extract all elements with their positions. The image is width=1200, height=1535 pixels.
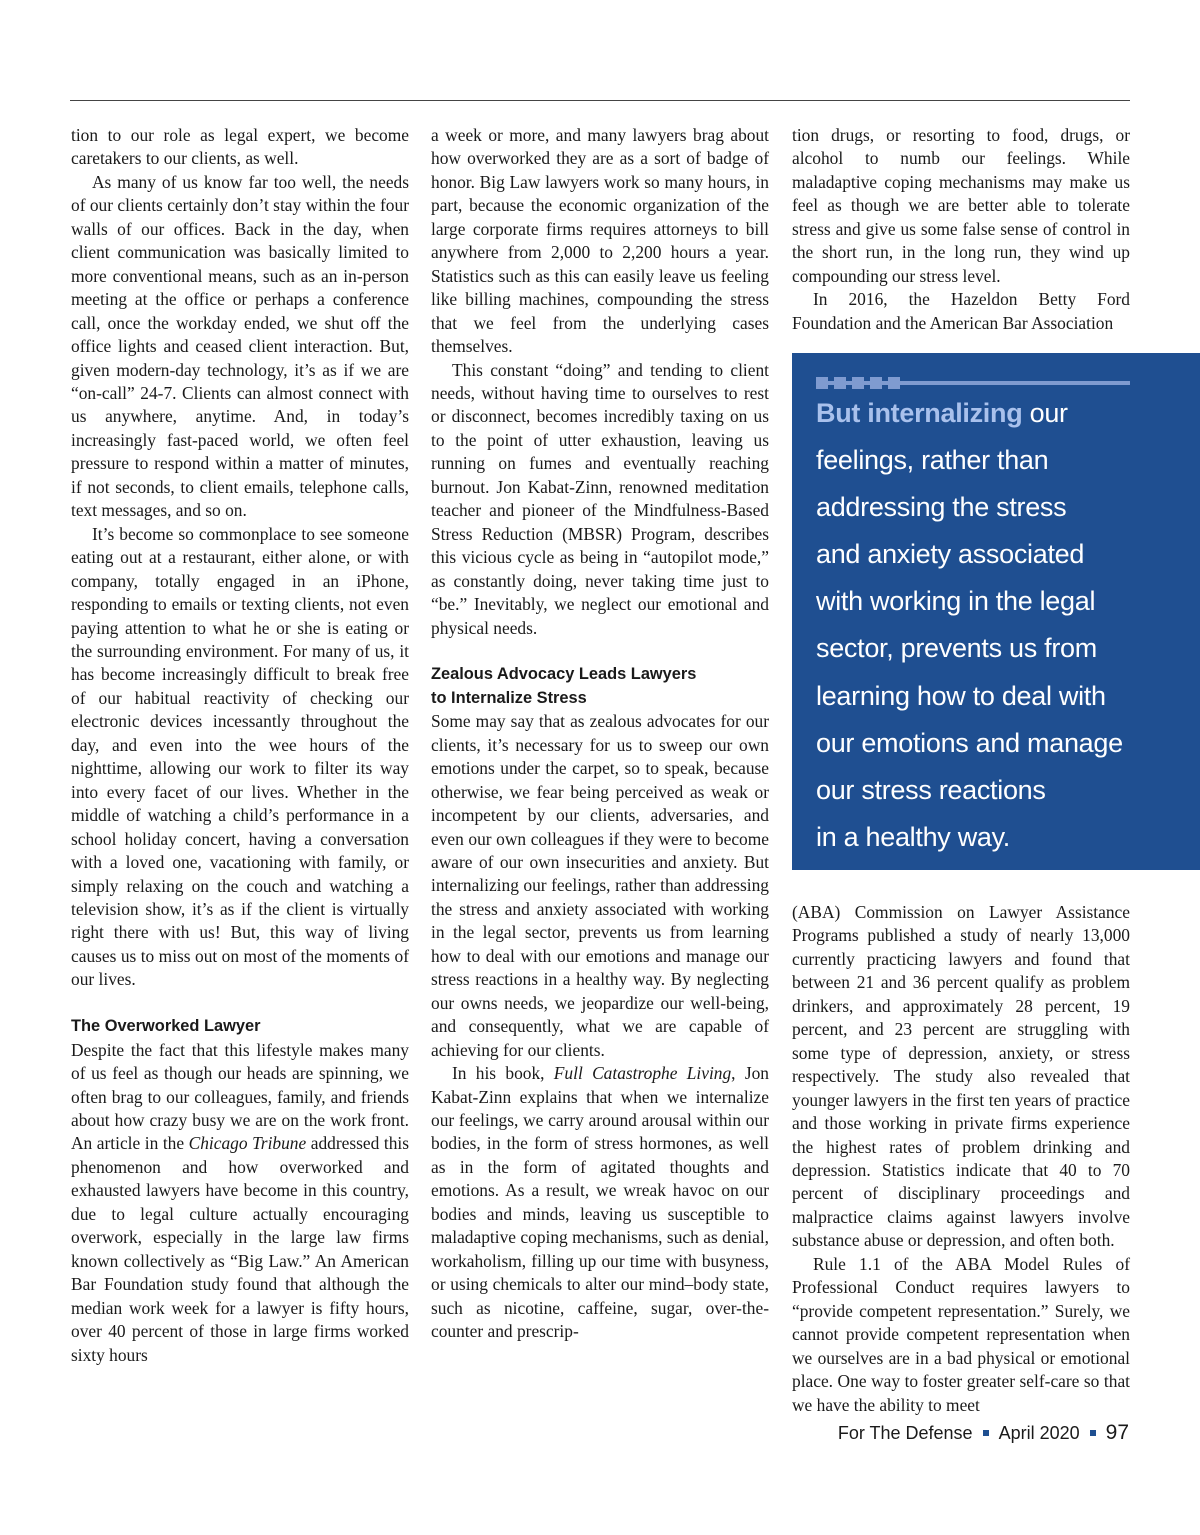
column-2 <box>431 124 769 1344</box>
paragraph: a week or more, and many lawyers brag about how overworked they are as a sort of badge of honor. Big Law lawyers work so many hours, in part, because the economic organization of the large corporate firms requires attorneys to bill anywhere from 2,000 to 2,200 hours a year. Statistics such as this can easily leave us feeling like billing machines, compounding the stress that we feel from the underlying cases themselves. <box>431 125 769 357</box>
paragraph: In his book, Full Catastrophe Living, Jon Kabat-Zinn explains that when we internalize our feelings, we carry around arousal within our bodies, in the form of stress hormones, as well as in the form of agitated thoughts and emotions. As a result, we wreak havoc on our bodies and minds, leaving us susceptible to maladaptive coping mechanisms, such as denial, workaholism, filling up our time with busyness, or using chemicals to alter our mind–body state, such as nicotine, caffeine, sugar, over-the-counter and prescrip- <box>431 1063 769 1342</box>
paragraph: (ABA) Commission on Lawyer Assistance Programs published a study of nearly 13,000 currently practicing lawyers and found that between 21 and 36 percent qualify as problem drinkers, and approximately 28 percent, 19 percent, and 23 percent are struggling with some type of depression, anxiety, or stress respectively. The study also revealed that younger lawyers in the first ten years of practice and those working in private firms experience the highest rates of problem drinking and depression. Statistics indicate that 40 to 70 percent of disciplinary proceedings and malpractice claims against lawyers involve substance abuse or depression, and often both. <box>792 902 1130 1251</box>
pull-quote-dots <box>816 377 900 389</box>
page-number: 97 <box>1105 1421 1129 1444</box>
paragraph: This constant “doing” and tending to client needs, without having time to ourselves to rest or disconnect, becomes incredibly taxing on us to the point of utter exhaustion, leaving us running on fumes and eventually reaching burnout. Jon Kabat-Zinn, renowned meditation teacher and pioneer of the Mindfulness-Based Stress Reduction (MBSR) Program, describes this vicious cycle as being in “autopilot mode,” as constantly doing, never taking time just to “be.” Inevitably, we neglect our emotional and physical needs. <box>431 359 769 638</box>
paragraph: As many of us know far too well, the needs of our clients certainly don’t stay within the four walls of our offices. Back in the day, when client communication was basically limited to more conventional means, such as an in-person meeting at the office or perhaps a conference call, once the workday ended, we shut off the office lights and ceased client interaction. But, given modern-day technology, it’s as if we are “on-call” 24-7. Clients can almost connect with us anywhere, anytime. And, in today’s increasingly fast-paced world, we often feel pressure to respond within a matter of minutes, if not seconds, to client emails, telephone calls, text messages, and so on. <box>71 171 409 521</box>
paragraph: Rule 1.1 of the ABA Model Rules of Professional Conduct requires lawyers to “provide competent representation.” Surely, we cannot provide competent representation when we ourselves are in a bad physical or emotional place. One way to foster greater self-care so that we have the ability to meet <box>792 1253 1130 1415</box>
header-rule <box>70 100 1130 101</box>
italic-title: Chicago Tribune <box>188 1133 307 1154</box>
column-1 <box>71 124 409 1367</box>
paragraph: tion to our role as legal expert, we become caretakers to our clients, as well. <box>71 125 409 169</box>
publication-name: For The Defense <box>837 1422 973 1443</box>
page-footer <box>838 1421 1129 1445</box>
pull-quote <box>792 353 1200 870</box>
separator-square-icon <box>983 1430 989 1436</box>
paragraph: In 2016, the Hazeldon Betty Ford Foundation and the American Bar Association <box>792 289 1130 333</box>
section-heading-overworked-lawyer: The Overworked Lawyer <box>71 1017 261 1036</box>
italic-title: Full Catastrophe Living <box>553 1063 732 1084</box>
paragraph: Some may say that as zealous advocates for our clients, it’s necessary for us to sweep our own emotions under the carpet, so to speak, because otherwise, we fear being perceived as weak or incompetent by our clients, adversaries, and even our own colleagues if they were to become aware of our own insecurities and anxiety. But internalizing our feelings, rather than addressing the stress and anxiety associated with working in the legal sector, prevents us from learning how to deal with our emotions and manage our stress reactions in a healthy way. By neglecting our owns needs, we jeopardize our well-being, and consequently, what we are capable of achieving for our clients. <box>431 711 769 1060</box>
separator-square-icon <box>1090 1430 1096 1436</box>
paragraph: It’s become so commonplace to see someone eating out at a restaurant, either alone, or with company, totally engaged in an iPhone, responding to emails or texting clients, not even paying attention to what he or she is eating or the surrounding environment. For many of us, it has become increasingly difficult to break free of our habitual reactivity of checking our electronic devices incessantly throughout the day, and even into the wee hours of the nighttime, allowing our work to filter its way into every facet of our lives. Whether in the middle of watching a child’s performance in a school holiday concert, having a conversation with a loved one, vacationing with family, or simply relaxing on the couch and watching a television show, it’s as if the client is virtually right there with us! But, this way of living causes us to miss out on most of the moments of our lives. <box>71 523 409 990</box>
column-3-bottom <box>792 901 1130 1417</box>
paragraph: tion drugs, or resorting to food, drugs, or alcohol to numb our feelings. While maladaptive coping mechanisms may make us feel as though we are better able to tolerate stress and give us some false sense of control in the short run, in the long run, they wind up compounding our stress level. <box>792 125 1130 286</box>
section-heading-zealous-advocacy: Zealous Advocacy Leads Lawyers to Internalize Stress <box>431 665 697 707</box>
column-3-top <box>792 124 1130 335</box>
paragraph: Despite the fact that this lifestyle makes many of us feel as though our heads are spinning, we often brag to our colleagues, family, and friends about how crazy busy we are on the work front. An article in the Chicago Tribune addressed this phenomenon and how overworked and exhausted lawyers have become in this country, due to legal culture actually encouraging overwork, especially in the large law firms known collectively as “Big Law.” An American Bar Foundation study found that although the median work week for a lawyer is fifty hours, over 40 percent of those in large firms worked sixty hours <box>71 1039 409 1365</box>
issue-date: April 2020 <box>998 1422 1080 1443</box>
pull-quote-text: But internalizing our feelings, rather than addressing the stress and anxiety associated with working in the legal sector, prevents us from learning how to deal with our emotions and manage our stress reactions in a healthy way. <box>816 398 1123 852</box>
